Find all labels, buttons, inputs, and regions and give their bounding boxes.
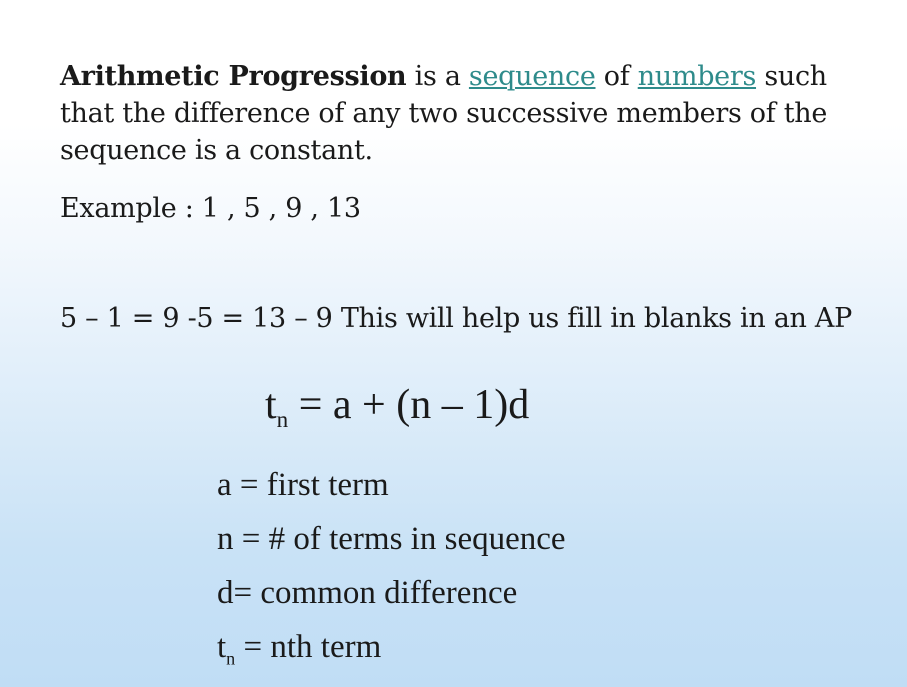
definition-n xyxy=(217,516,566,570)
def-symbol: n xyxy=(217,521,234,557)
formula-sub: n xyxy=(276,406,289,433)
def-symbol: a xyxy=(217,467,232,503)
sequence-link[interactable]: sequence xyxy=(468,61,596,92)
definition-paragraph xyxy=(60,58,860,169)
nth-term-formula xyxy=(265,381,529,433)
formula-rhs: = a + (n – 1)d xyxy=(298,382,530,428)
intro-text-3: such that the difference of any two successive members of the sequence is a constant. xyxy=(60,61,828,166)
numbers-link[interactable]: numbers xyxy=(637,61,757,92)
definition-d xyxy=(217,570,566,624)
definition-tn xyxy=(217,624,566,678)
intro-text-2: of xyxy=(595,61,638,92)
def-text: of terms in sequence xyxy=(293,521,566,557)
def-symbol: d xyxy=(217,575,234,611)
difference-relation: 5 – 1 = 9 -5 = 13 – 9 This will help us fill in blanks in an AP xyxy=(60,303,852,334)
def-text: first term xyxy=(266,467,389,503)
def-subscript: n xyxy=(226,648,236,669)
def-text: common difference xyxy=(260,575,518,611)
def-equals: = xyxy=(239,467,259,503)
intro-text-1: is a xyxy=(406,61,469,92)
def-equals: = # xyxy=(241,521,286,557)
example-line: Example : 1 , 5 , 9 , 13 xyxy=(60,193,361,224)
formula-t: t xyxy=(265,382,277,428)
def-equals: = xyxy=(233,575,253,611)
definition-a xyxy=(217,462,566,516)
def-text: nth term xyxy=(270,629,382,665)
def-symbol: t xyxy=(217,629,227,665)
ap-term: Arithmetic Progression xyxy=(60,61,407,92)
variable-definitions xyxy=(217,462,566,678)
def-equals: = xyxy=(243,629,263,665)
